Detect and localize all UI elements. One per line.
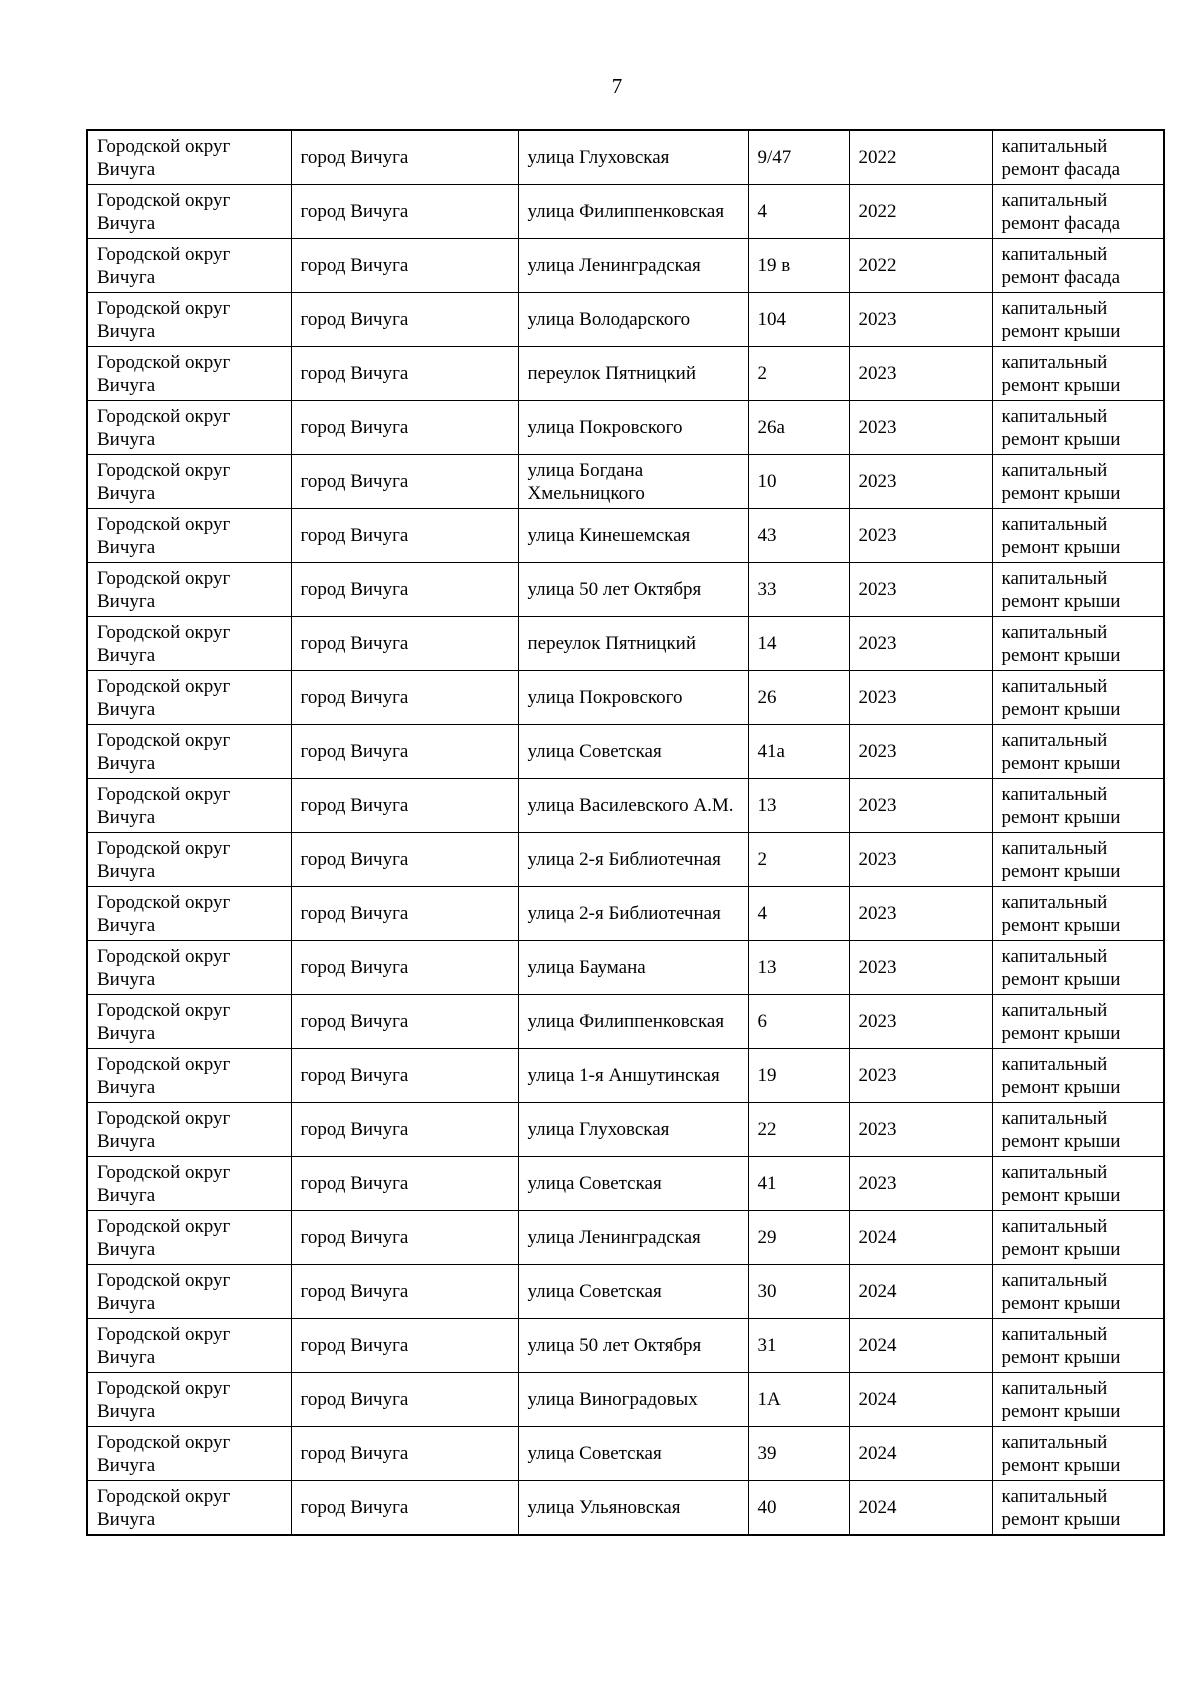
year-cell: 2023 xyxy=(849,509,992,563)
house-number-cell: 29 xyxy=(748,1211,849,1265)
house-number-cell: 30 xyxy=(748,1265,849,1319)
year-cell: 2024 xyxy=(849,1373,992,1427)
work-type-cell: капитальный ремонт крыши xyxy=(992,995,1164,1049)
year-cell: 2023 xyxy=(849,887,992,941)
district-cell: Городской округ Вичуга xyxy=(87,455,291,509)
house-number-cell: 2 xyxy=(748,347,849,401)
district-cell: Городской округ Вичуга xyxy=(87,509,291,563)
year-cell: 2023 xyxy=(849,1157,992,1211)
table-row xyxy=(87,887,1164,941)
table-row xyxy=(87,293,1164,347)
city-cell: город Вичуга xyxy=(291,833,518,887)
house-number-cell: 41а xyxy=(748,725,849,779)
house-number-cell: 22 xyxy=(748,1103,849,1157)
table-row xyxy=(87,455,1164,509)
year-cell: 2023 xyxy=(849,1103,992,1157)
house-number-cell: 31 xyxy=(748,1319,849,1373)
house-number-cell: 1А xyxy=(748,1373,849,1427)
year-cell: 2023 xyxy=(849,401,992,455)
table-row xyxy=(87,1049,1164,1103)
work-type-cell: капитальный ремонт крыши xyxy=(992,1481,1164,1536)
table-row xyxy=(87,779,1164,833)
street-cell: улица 1-я Аншутинская xyxy=(518,1049,748,1103)
district-cell: Городской округ Вичуга xyxy=(87,1481,291,1536)
year-cell: 2023 xyxy=(849,995,992,1049)
street-cell: улица Кинешемская xyxy=(518,509,748,563)
house-number-cell: 41 xyxy=(748,1157,849,1211)
district-cell: Городской округ Вичуга xyxy=(87,725,291,779)
house-number-cell: 19 xyxy=(748,1049,849,1103)
city-cell: город Вичуга xyxy=(291,995,518,1049)
year-cell: 2022 xyxy=(849,239,992,293)
repair-schedule-table xyxy=(86,129,1165,1536)
city-cell: город Вичуга xyxy=(291,1373,518,1427)
city-cell: город Вичуга xyxy=(291,941,518,995)
work-type-cell: капитальный ремонт крыши xyxy=(992,833,1164,887)
street-cell: улица 50 лет Октября xyxy=(518,563,748,617)
work-type-cell: капитальный ремонт фасада xyxy=(992,130,1164,185)
year-cell: 2024 xyxy=(849,1211,992,1265)
city-cell: город Вичуга xyxy=(291,1211,518,1265)
street-cell: улица 50 лет Октября xyxy=(518,1319,748,1373)
street-cell: улица Баумана xyxy=(518,941,748,995)
city-cell: город Вичуга xyxy=(291,671,518,725)
work-type-cell: капитальный ремонт крыши xyxy=(992,617,1164,671)
house-number-cell: 6 xyxy=(748,995,849,1049)
table-row xyxy=(87,1211,1164,1265)
street-cell: улица Советская xyxy=(518,1427,748,1481)
house-number-cell: 2 xyxy=(748,833,849,887)
city-cell: город Вичуга xyxy=(291,1265,518,1319)
street-cell: улица 2-я Библиотечная xyxy=(518,887,748,941)
year-cell: 2023 xyxy=(849,563,992,617)
table-row xyxy=(87,833,1164,887)
district-cell: Городской округ Вичуга xyxy=(87,1373,291,1427)
table-row xyxy=(87,239,1164,293)
table-row xyxy=(87,671,1164,725)
year-cell: 2023 xyxy=(849,347,992,401)
table-row xyxy=(87,185,1164,239)
street-cell: улица Ульяновская xyxy=(518,1481,748,1536)
street-cell: улица Советская xyxy=(518,1157,748,1211)
district-cell: Городской округ Вичуга xyxy=(87,833,291,887)
street-cell: улица Советская xyxy=(518,725,748,779)
street-cell: улица Володарского xyxy=(518,293,748,347)
district-cell: Городской округ Вичуга xyxy=(87,1049,291,1103)
district-cell: Городской округ Вичуга xyxy=(87,347,291,401)
street-cell: улица Филиппенковская xyxy=(518,995,748,1049)
city-cell: город Вичуга xyxy=(291,185,518,239)
house-number-cell: 9/47 xyxy=(748,130,849,185)
street-cell: улица Советская xyxy=(518,1265,748,1319)
year-cell: 2023 xyxy=(849,293,992,347)
city-cell: город Вичуга xyxy=(291,239,518,293)
year-cell: 2023 xyxy=(849,779,992,833)
work-type-cell: капитальный ремонт крыши xyxy=(992,401,1164,455)
city-cell: город Вичуга xyxy=(291,779,518,833)
district-cell: Городской округ Вичуга xyxy=(87,995,291,1049)
city-cell: город Вичуга xyxy=(291,563,518,617)
street-cell: улица Глуховская xyxy=(518,1103,748,1157)
year-cell: 2023 xyxy=(849,455,992,509)
city-cell: город Вичуга xyxy=(291,1103,518,1157)
city-cell: город Вичуга xyxy=(291,1157,518,1211)
district-cell: Городской округ Вичуга xyxy=(87,779,291,833)
district-cell: Городской округ Вичуга xyxy=(87,941,291,995)
table-row xyxy=(87,1265,1164,1319)
work-type-cell: капитальный ремонт крыши xyxy=(992,725,1164,779)
house-number-cell: 14 xyxy=(748,617,849,671)
district-cell: Городской округ Вичуга xyxy=(87,401,291,455)
district-cell: Городской округ Вичуга xyxy=(87,563,291,617)
year-cell: 2023 xyxy=(849,1049,992,1103)
street-cell: улица Филиппенковская xyxy=(518,185,748,239)
year-cell: 2024 xyxy=(849,1319,992,1373)
table-row xyxy=(87,941,1164,995)
year-cell: 2024 xyxy=(849,1427,992,1481)
street-cell: улица Василевского А.М. xyxy=(518,779,748,833)
district-cell: Городской округ Вичуга xyxy=(87,1319,291,1373)
work-type-cell: капитальный ремонт крыши xyxy=(992,509,1164,563)
district-cell: Городской округ Вичуга xyxy=(87,617,291,671)
work-type-cell: капитальный ремонт крыши xyxy=(992,941,1164,995)
work-type-cell: капитальный ремонт крыши xyxy=(992,1373,1164,1427)
house-number-cell: 39 xyxy=(748,1427,849,1481)
work-type-cell: капитальный ремонт крыши xyxy=(992,1427,1164,1481)
house-number-cell: 26а xyxy=(748,401,849,455)
work-type-cell: капитальный ремонт крыши xyxy=(992,1265,1164,1319)
year-cell: 2024 xyxy=(849,1481,992,1536)
street-cell: улица Покровского xyxy=(518,671,748,725)
table-row xyxy=(87,995,1164,1049)
house-number-cell: 4 xyxy=(748,185,849,239)
work-type-cell: капитальный ремонт крыши xyxy=(992,779,1164,833)
table-row xyxy=(87,401,1164,455)
city-cell: город Вичуга xyxy=(291,887,518,941)
year-cell: 2022 xyxy=(849,185,992,239)
year-cell: 2024 xyxy=(849,1265,992,1319)
city-cell: город Вичуга xyxy=(291,130,518,185)
district-cell: Городской округ Вичуга xyxy=(87,1427,291,1481)
city-cell: город Вичуга xyxy=(291,401,518,455)
city-cell: город Вичуга xyxy=(291,509,518,563)
street-cell: улица Виноградовых xyxy=(518,1373,748,1427)
year-cell: 2023 xyxy=(849,833,992,887)
year-cell: 2022 xyxy=(849,130,992,185)
street-cell: переулок Пятницкий xyxy=(518,347,748,401)
house-number-cell: 13 xyxy=(748,941,849,995)
work-type-cell: капитальный ремонт крыши xyxy=(992,671,1164,725)
page-number: 7 xyxy=(611,74,623,98)
house-number-cell: 33 xyxy=(748,563,849,617)
district-cell: Городской округ Вичуга xyxy=(87,1157,291,1211)
district-cell: Городской округ Вичуга xyxy=(87,1265,291,1319)
district-cell: Городской округ Вичуга xyxy=(87,185,291,239)
street-cell: улица Покровского xyxy=(518,401,748,455)
house-number-cell: 19 в xyxy=(748,239,849,293)
district-cell: Городской округ Вичуга xyxy=(87,1103,291,1157)
table-row xyxy=(87,130,1164,185)
work-type-cell: капитальный ремонт крыши xyxy=(992,1103,1164,1157)
work-type-cell: капитальный ремонт крыши xyxy=(992,563,1164,617)
year-cell: 2023 xyxy=(849,725,992,779)
work-type-cell: капитальный ремонт фасада xyxy=(992,239,1164,293)
work-type-cell: капитальный ремонт крыши xyxy=(992,1157,1164,1211)
city-cell: город Вичуга xyxy=(291,1319,518,1373)
city-cell: город Вичуга xyxy=(291,725,518,779)
table-row xyxy=(87,725,1164,779)
work-type-cell: капитальный ремонт крыши xyxy=(992,1211,1164,1265)
table-row xyxy=(87,509,1164,563)
city-cell: город Вичуга xyxy=(291,617,518,671)
work-type-cell: капитальный ремонт крыши xyxy=(992,293,1164,347)
year-cell: 2023 xyxy=(849,617,992,671)
district-cell: Городской округ Вичуга xyxy=(87,887,291,941)
work-type-cell: капитальный ремонт крыши xyxy=(992,1319,1164,1373)
street-cell: улица Ленинградская xyxy=(518,239,748,293)
street-cell: улица Ленинградская xyxy=(518,1211,748,1265)
work-type-cell: капитальный ремонт фасада xyxy=(992,185,1164,239)
city-cell: город Вичуга xyxy=(291,1481,518,1536)
table-row xyxy=(87,1103,1164,1157)
district-cell: Городской округ Вичуга xyxy=(87,239,291,293)
district-cell: Городской округ Вичуга xyxy=(87,671,291,725)
house-number-cell: 13 xyxy=(748,779,849,833)
house-number-cell: 43 xyxy=(748,509,849,563)
district-cell: Городской округ Вичуга xyxy=(87,130,291,185)
house-number-cell: 10 xyxy=(748,455,849,509)
street-cell: улица Богдана Хмельницкого xyxy=(518,455,748,509)
table-row xyxy=(87,1427,1164,1481)
table-row xyxy=(87,1481,1164,1536)
district-cell: Городской округ Вичуга xyxy=(87,1211,291,1265)
city-cell: город Вичуга xyxy=(291,1049,518,1103)
work-type-cell: капитальный ремонт крыши xyxy=(992,347,1164,401)
table-body xyxy=(87,130,1164,1535)
table-row xyxy=(87,1373,1164,1427)
city-cell: город Вичуга xyxy=(291,455,518,509)
work-type-cell: капитальный ремонт крыши xyxy=(992,887,1164,941)
house-number-cell: 104 xyxy=(748,293,849,347)
house-number-cell: 4 xyxy=(748,887,849,941)
table-row xyxy=(87,1319,1164,1373)
table-row xyxy=(87,563,1164,617)
district-cell: Городской округ Вичуга xyxy=(87,293,291,347)
street-cell: переулок Пятницкий xyxy=(518,617,748,671)
street-cell: улица Глуховская xyxy=(518,130,748,185)
year-cell: 2023 xyxy=(849,671,992,725)
table-row xyxy=(87,347,1164,401)
work-type-cell: капитальный ремонт крыши xyxy=(992,1049,1164,1103)
city-cell: город Вичуга xyxy=(291,347,518,401)
city-cell: город Вичуга xyxy=(291,293,518,347)
year-cell: 2023 xyxy=(849,941,992,995)
table-row xyxy=(87,1157,1164,1211)
house-number-cell: 40 xyxy=(748,1481,849,1536)
city-cell: город Вичуга xyxy=(291,1427,518,1481)
work-type-cell: капитальный ремонт крыши xyxy=(992,455,1164,509)
street-cell: улица 2-я Библиотечная xyxy=(518,833,748,887)
house-number-cell: 26 xyxy=(748,671,849,725)
table-row xyxy=(87,617,1164,671)
